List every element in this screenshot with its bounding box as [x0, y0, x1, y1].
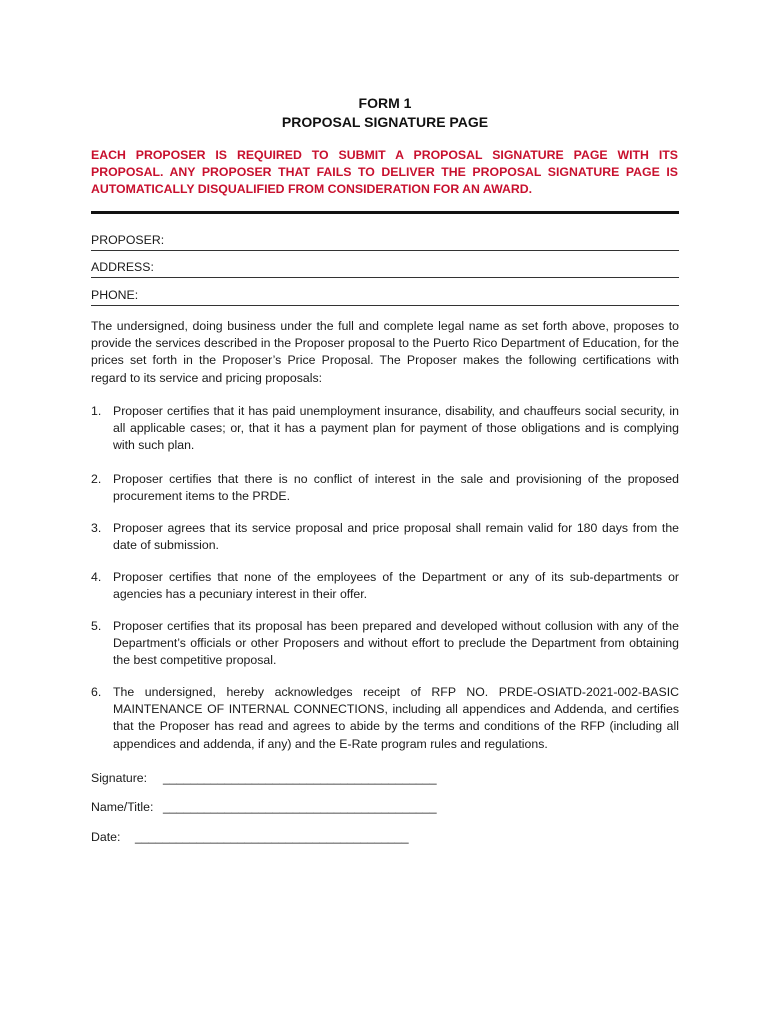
signature-row: [91, 771, 437, 785]
address-label: ADDRESS:: [91, 260, 154, 274]
date-label: Date:: [91, 830, 121, 844]
name-title-blank[interactable]: ________________________________________: [163, 800, 437, 814]
name-title-label: Name/Title:: [91, 800, 154, 814]
intro-paragraph: The undersigned, doing business under the full and complete legal name as set forth above, proposes to provide the services described in the Proposer proposal to the Puerto Rico Department of Education, for the prices set forth in the Proposer’s Price Proposal. The Proposer makes the following certifications with regard to its service and pricing proposals:: [91, 319, 679, 385]
form-number: FORM 1: [358, 95, 412, 111]
date-row: [91, 830, 409, 844]
address-field[interactable]: [91, 260, 679, 278]
item-text: Proposer certifies that there is no conflict of interest in the sale and provisioning of the proposed procurement items to the PRDE.: [113, 472, 679, 504]
name-title-row: [91, 800, 437, 814]
item-text: Proposer certifies that its proposal has been prepared and developed without collusion with any of the Department’s officials or other Proposers and without effort to preclude the Department from obtaining the best competitive proposal.: [113, 619, 679, 668]
item-number: 1.: [91, 404, 102, 418]
phone-field[interactable]: [91, 288, 679, 306]
signature-label: Signature:: [91, 771, 148, 785]
item-text: The undersigned, hereby acknowledges receipt of RFP NO. PRDE-OSIATD-2021-002-BASIC MAINTENANCE OF INTERNAL CONNECTIONS, including all appendices and Addenda, and certifies that the Proposer has read and agrees to abide by the terms and conditions of the RFP (including all appendices and addenda, if any) and the E-Rate program rules and regulations.: [113, 685, 679, 751]
section-divider: [91, 211, 679, 214]
signature-blank[interactable]: ________________________________________: [163, 771, 437, 785]
page-title: PROPOSAL SIGNATURE PAGE: [281, 114, 489, 130]
item-number: 2.: [91, 472, 102, 486]
date-blank[interactable]: ________________________________________: [135, 830, 409, 844]
item-text: Proposer certifies that it has paid unemployment insurance, disability, and chauffeurs social security, in all applicable cases; or, that it has a payment plan for payment of those obligations and is complying with such plan.: [113, 404, 679, 453]
item-number: 4.: [91, 570, 102, 584]
disqualification-warning: EACH PROPOSER IS REQUIRED TO SUBMIT A PROPOSAL SIGNATURE PAGE WITH ITS PROPOSAL. ANY PROPOSER THAT FAILS TO DELIVER THE PROPOSAL SIGNATURE PAGE IS AUTOMATICALLY DISQUALIFIED FROM CONSIDERATION FOR AN AWARD.: [91, 148, 678, 196]
item-number: 3.: [91, 521, 102, 535]
proposer-label: PROPOSER:: [91, 233, 165, 247]
item-text: Proposer certifies that none of the employees of the Department or any of its sub-departments or agencies has a pecuniary interest in their offer.: [113, 570, 679, 602]
item-number: 6.: [91, 685, 102, 699]
proposer-field[interactable]: [91, 233, 679, 251]
item-number: 5.: [91, 619, 102, 633]
phone-label: PHONE:: [91, 288, 139, 302]
item-text: Proposer agrees that its service proposal and price proposal shall remain valid for 180 days from the date of submission.: [113, 521, 679, 553]
